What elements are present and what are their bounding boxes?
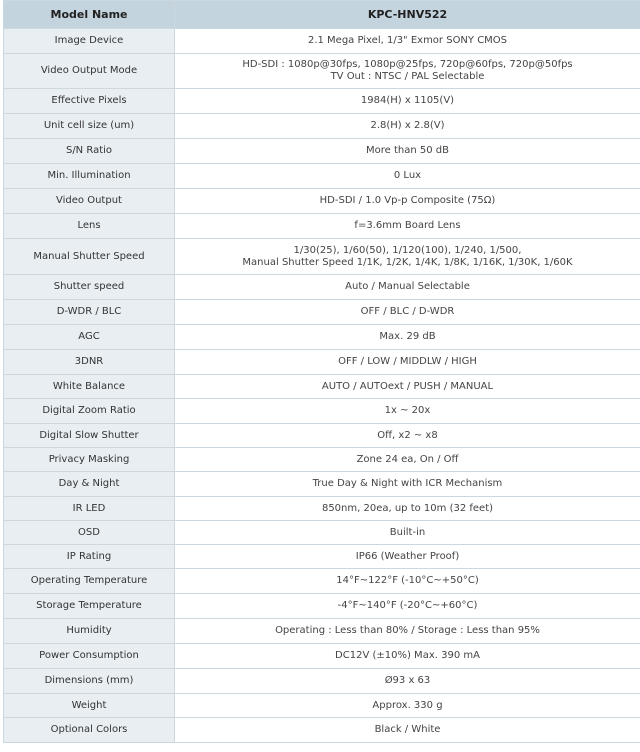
header-row <box>4 1 640 29</box>
spec-label: Storage Temperature <box>4 594 175 619</box>
spec-value <box>175 189 640 214</box>
spec-value <box>175 164 640 189</box>
spec-row <box>4 214 640 239</box>
spec-value-line: OFF / BLC / D-WDR <box>360 306 455 317</box>
spec-row <box>4 275 640 300</box>
spec-row <box>4 164 640 189</box>
spec-value <box>175 644 640 669</box>
header-value: KPC-HNV522 <box>175 1 640 29</box>
spec-value-line: 1x ~ 20x <box>384 405 431 416</box>
spec-value-line: Built-in <box>389 526 426 538</box>
spec-label: Lens <box>4 214 175 239</box>
spec-label: IR LED <box>4 497 175 521</box>
spec-label: Min. Illumination <box>4 164 175 189</box>
spec-value-line: Zone 24 ea, On / Off <box>356 453 459 465</box>
spec-value <box>175 375 640 399</box>
spec-value <box>175 694 640 718</box>
spec-label: Effective Pixels <box>4 89 175 114</box>
spec-value-line: 1984(H) x 1105(V) <box>360 95 455 106</box>
spec-label: White Balance <box>4 375 175 399</box>
spec-value-line: Manual Shutter Speed 1/1K, 1/2K, 1/4K, 1/8K, 1/16K, 1/30K, 1/60K <box>242 256 573 268</box>
spec-value-line: HD-SDI : 1080p@30fps, 1080p@25fps, 720p@60fps, 720p@50fps <box>242 59 573 70</box>
spec-label: Humidity <box>4 619 175 644</box>
spec-row <box>4 89 640 114</box>
spec-value <box>175 448 640 472</box>
spec-value-line: More than 50 dB <box>366 145 449 156</box>
spec-row <box>4 350 640 375</box>
spec-row <box>4 54 640 89</box>
spec-value <box>175 54 640 89</box>
spec-value <box>175 521 640 545</box>
spec-row <box>4 594 640 619</box>
spec-label: Day & Night <box>4 472 175 497</box>
spec-value-line: -4°F~140°F (-20°C~+60°C) <box>337 600 478 611</box>
spec-row <box>4 497 640 521</box>
spec-value-line: TV Out : NTSC / PAL Selectable <box>330 71 485 82</box>
spec-value <box>175 214 640 239</box>
spec-value <box>175 139 640 164</box>
spec-label: Unit cell size (um) <box>4 114 175 139</box>
spec-label: Digital Slow Shutter <box>4 424 175 448</box>
spec-body <box>4 29 640 743</box>
spec-label: Video Output <box>4 189 175 214</box>
spec-row <box>4 718 640 743</box>
spec-label: Privacy Masking <box>4 448 175 472</box>
spec-value-line: 2.8(H) x 2.8(V) <box>370 120 445 131</box>
spec-value-line: DC12V (±10%) Max. 390 mA <box>335 650 480 661</box>
spec-label: Optional Colors <box>4 718 175 743</box>
spec-value <box>175 325 640 350</box>
spec-value <box>175 29 640 54</box>
spec-row <box>4 424 640 448</box>
spec-value-line: Off, x2 ~ x8 <box>377 429 438 441</box>
spec-value <box>175 424 640 448</box>
header-label: Model Name <box>4 1 175 29</box>
spec-value <box>175 669 640 694</box>
spec-row <box>4 644 640 669</box>
spec-value-line: 14°F~122°F (-10°C~+50°C) <box>336 575 479 586</box>
spec-label: D-WDR / BLC <box>4 300 175 325</box>
spec-row <box>4 139 640 164</box>
spec-label: Image Device <box>4 29 175 54</box>
spec-row <box>4 521 640 545</box>
spec-value-line: OFF / LOW / MIDDLW / HIGH <box>338 356 477 367</box>
spec-label: Manual Shutter Speed <box>4 239 175 275</box>
spec-row <box>4 29 640 54</box>
spec-row <box>4 375 640 399</box>
spec-value <box>175 275 640 300</box>
spec-value <box>175 350 640 375</box>
spec-value-line: True Day & Night with ICR Mechanism <box>312 478 503 489</box>
spec-value <box>175 472 640 497</box>
spec-value-line: Operating : Less than 80% / Storage : Less than 95% <box>275 625 540 636</box>
spec-row <box>4 325 640 350</box>
spec-label: Video Output Mode <box>4 54 175 89</box>
spec-row <box>4 399 640 424</box>
spec-value-line: Approx. 330 g <box>372 699 443 711</box>
spec-value <box>175 718 640 743</box>
spec-row <box>4 189 640 214</box>
spec-value-line: f=3.6mm Board Lens <box>354 220 461 231</box>
spec-value <box>175 239 640 275</box>
spec-label: 3DNR <box>4 350 175 375</box>
spec-value <box>175 89 640 114</box>
spec-value-line: 2.1 Mega Pixel, 1/3" Exmor SONY CMOS <box>307 35 508 46</box>
spec-value-line: Black / White <box>374 724 441 735</box>
spec-value-line: 1/30(25), 1/60(50), 1/120(100), 1/240, 1/500, <box>293 244 522 256</box>
spec-row <box>4 239 640 275</box>
spec-row <box>4 300 640 325</box>
spec-row <box>4 114 640 139</box>
spec-value-line: IP66 (Weather Proof) <box>355 550 460 562</box>
spec-label: Shutter speed <box>4 275 175 300</box>
spec-value-line: 0 Lux <box>393 170 422 181</box>
spec-label: Digital Zoom Ratio <box>4 399 175 424</box>
spec-value-line: HD-SDI / 1.0 Vp-p Composite (75Ω) <box>319 195 496 206</box>
spec-value-line: Auto / Manual Selectable <box>345 281 470 292</box>
spec-label: Dimensions (mm) <box>4 669 175 694</box>
spec-value-line: AUTO / AUTOext / PUSH / MANUAL <box>321 380 494 392</box>
spec-value <box>175 545 640 569</box>
spec-label: Operating Temperature <box>4 569 175 594</box>
spec-row <box>4 619 640 644</box>
spec-value <box>175 399 640 424</box>
spec-row <box>4 472 640 497</box>
spec-value-line: Ø93 x 63 <box>384 675 431 686</box>
spec-label: S/N Ratio <box>4 139 175 164</box>
spec-label: IP Rating <box>4 545 175 569</box>
spec-row <box>4 694 640 718</box>
spec-value <box>175 114 640 139</box>
spec-label: Weight <box>4 694 175 718</box>
spec-label: Power Consumption <box>4 644 175 669</box>
spec-value <box>175 569 640 594</box>
spec-value <box>175 594 640 619</box>
spec-value-line: 850nm, 20ea, up to 10m (32 feet) <box>321 502 494 514</box>
spec-table <box>3 0 640 743</box>
spec-value-line: Max. 29 dB <box>379 331 436 342</box>
spec-row <box>4 569 640 594</box>
spec-label: OSD <box>4 521 175 545</box>
spec-label: AGC <box>4 325 175 350</box>
spec-value <box>175 300 640 325</box>
spec-value <box>175 497 640 521</box>
spec-row <box>4 669 640 694</box>
spec-row <box>4 448 640 472</box>
spec-row <box>4 545 640 569</box>
spec-value <box>175 619 640 644</box>
